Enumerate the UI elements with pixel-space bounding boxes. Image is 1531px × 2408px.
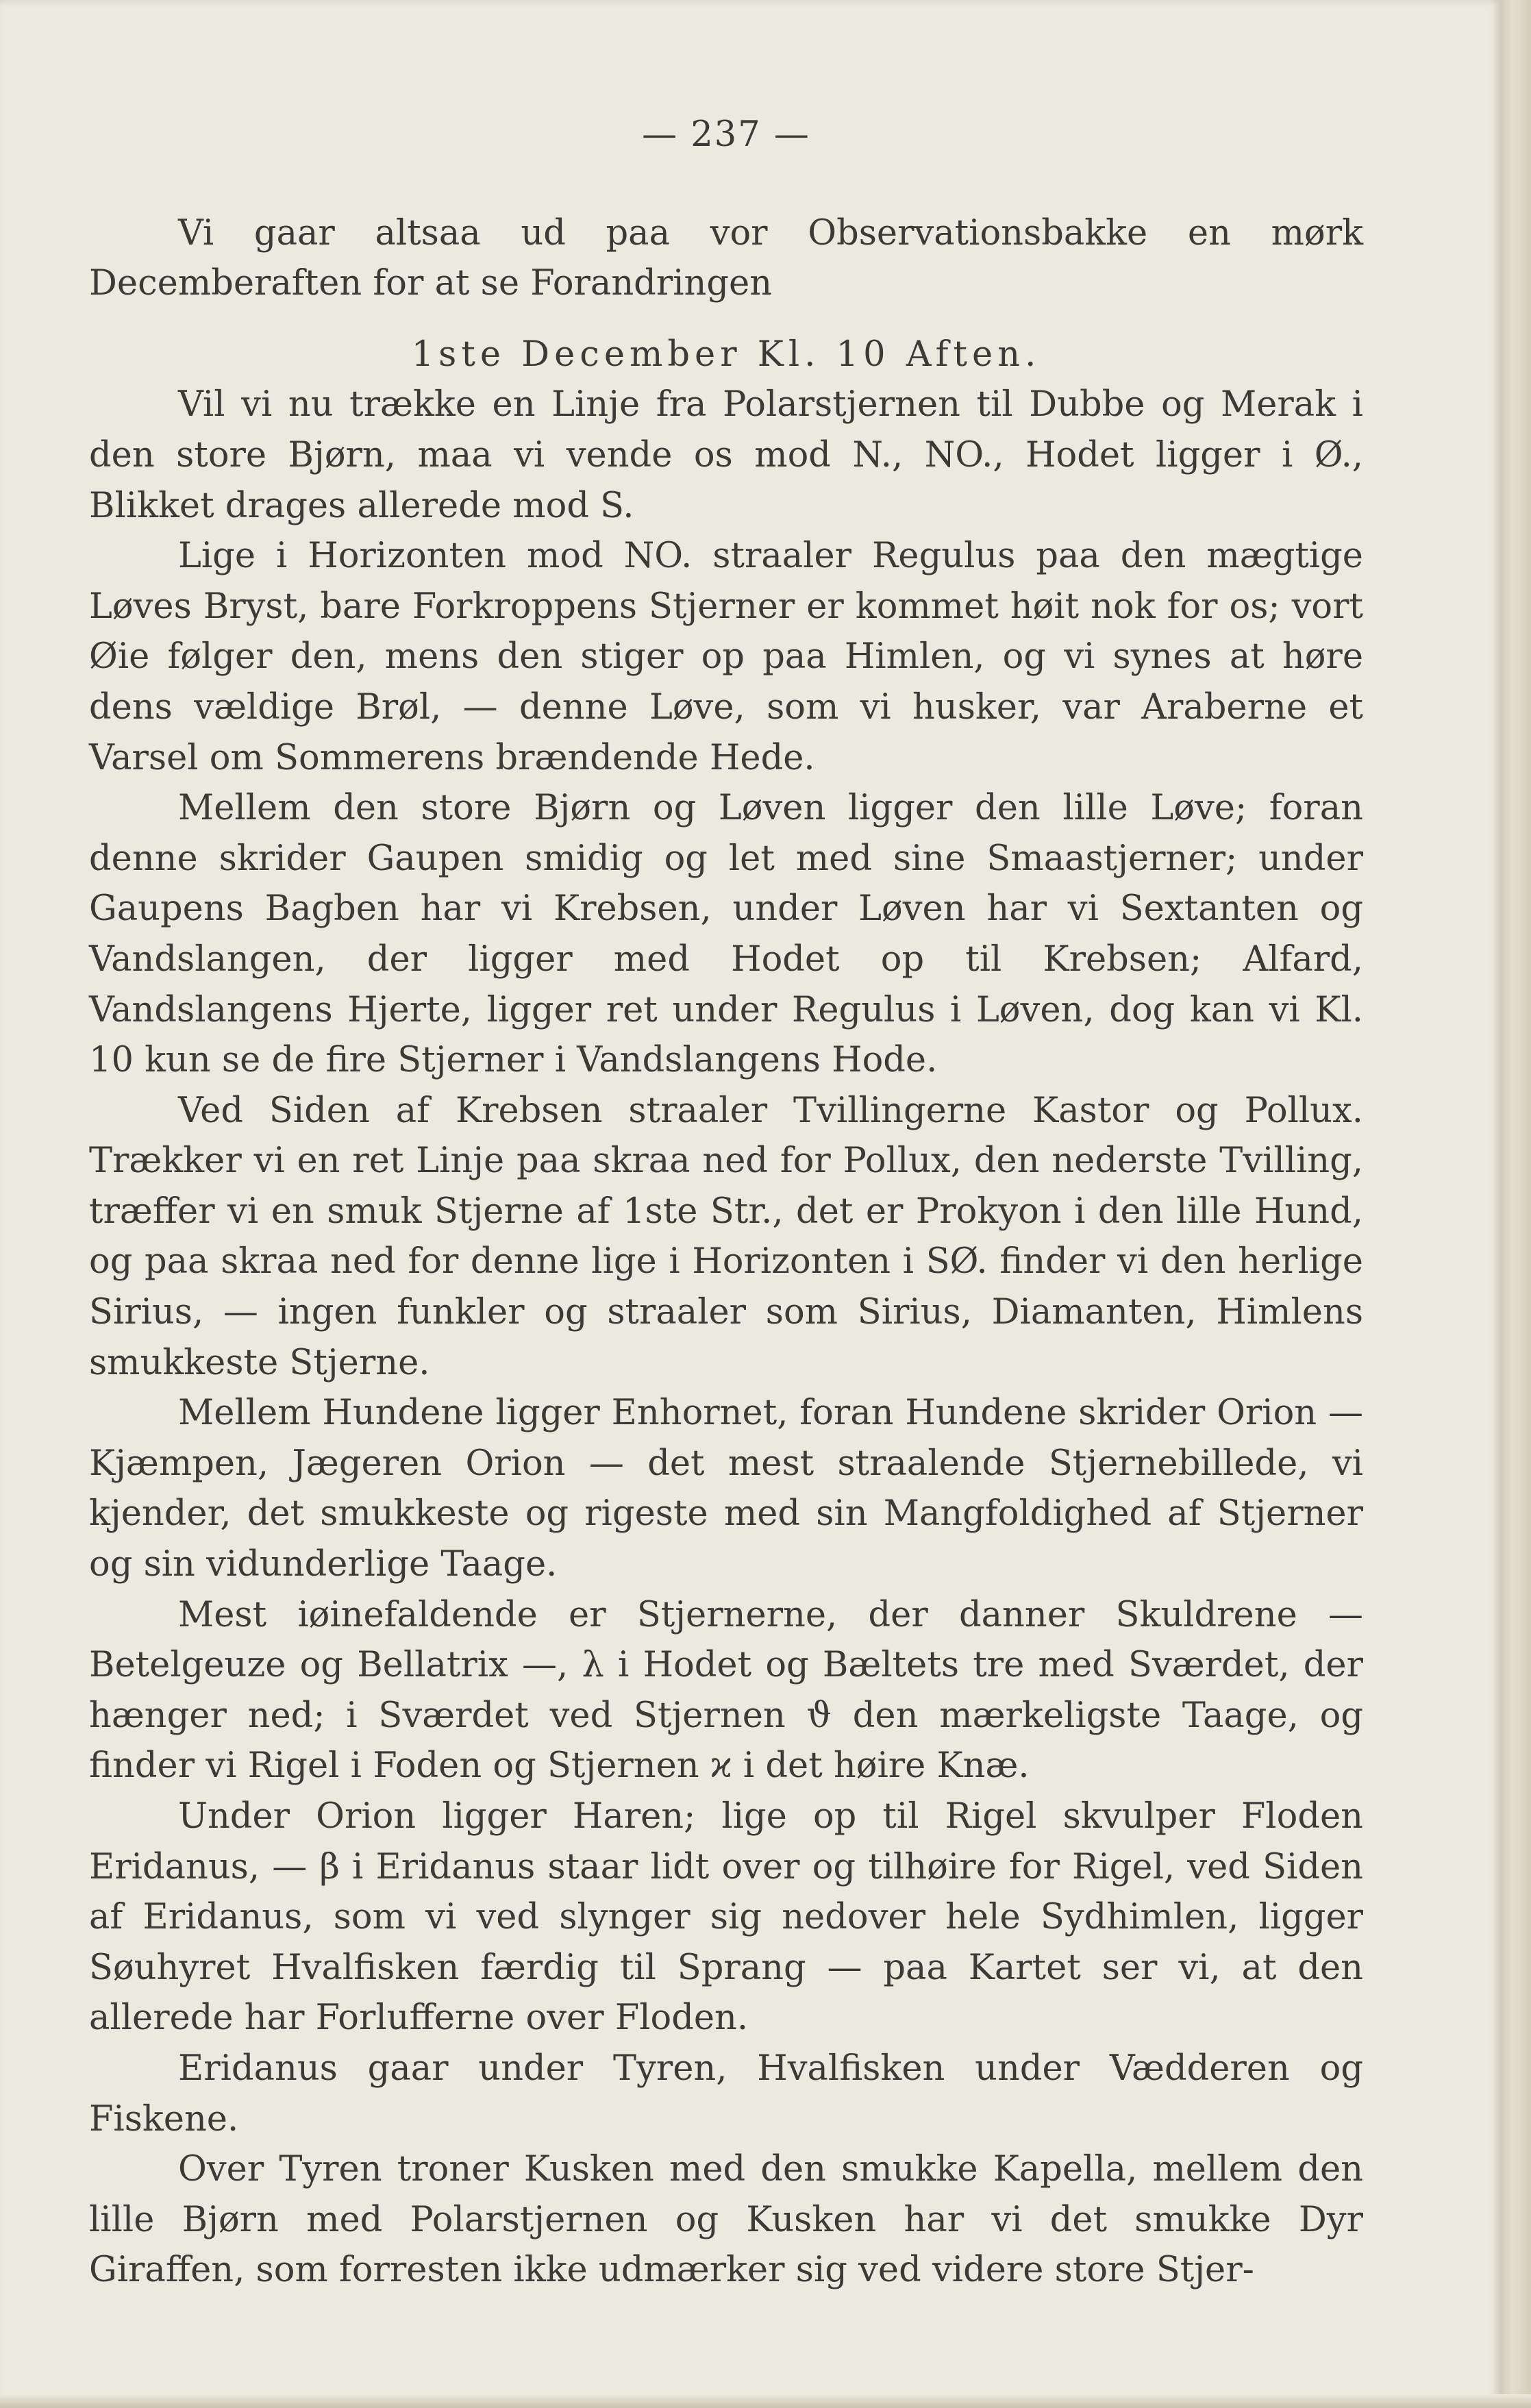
paragraph-8: Under Orion ligger Haren; lige op til Rigel skvulper Floden Eridanus, — β i Eridanus staar lidt over og tilhøire for Rigel, ved Siden af Eridanus, som vi ved slynger sig nedover hele Sydhimlen, ligger Søuhyret Hvalfisken færdig til Sprang — paa Kartet ser vi, at den allerede har Forlufferne over Floden. — [89, 1796, 1363, 2039]
paragraph-4: Mellem den store Bjørn og Løven ligger den lille Løve; foran denne skrider Gaupen smidig og let med sine Smaastjerner; under Gaupens Bagben har vi Krebsen, under Løven har vi Sextanten og Vandslangen, der ligger med Hodet op til Krebsen; Alfard, Vandslangens Hjerte, ligger ret under Regulus i Løven, dog kan vi Kl. 10 kun se de fire Stjerner i Vandslangens Hode. — [89, 788, 1363, 1081]
paragraph-10: Over Tyren troner Kusken med den smukke Kapella, mellem den lille Bjørn med Polarstjernen og Kusken har vi det smukke Dyr Giraffen, som forresten ikke udmærker sig ved videre store Stjer- — [89, 2149, 1363, 2291]
page-number: — 237 — — [642, 114, 810, 155]
paragraph-2: Vil vi nu trække en Linje fra Polarstjernen til Dubbe og Merak i den store Bjørn, maa vi vende os mod N., NO., Hodet ligger i Ø., Blikket drages allerede mod S. — [89, 384, 1363, 526]
paragraph-3: Lige i Horizonten mod NO. straaler Regulus paa den mægtige Løves Bryst, bare Forkroppens Stjerner er kommet høit nok for os; vort Øie følger den, mens den stiger op paa Himlen, og vi synes at høre dens vældige Brøl, — denne Løve, som vi husker, var Araberne et Varsel om Sommerens brændende Hede. — [89, 536, 1363, 778]
paragraph-1: Vi gaar altsaa ud paa vor Observationsbakke en mørk Decemberaften for at se Forandringen — [89, 212, 1363, 304]
paragraph-5: Ved Siden af Krebsen straaler Tvillingerne Kastor og Pollux. Trækker vi en ret Linje paa skraa ned for Pollux, den nederste Tvilling, træffer vi en smuk Stjerne af 1ste Str., det er Prokyon i den lille Hund, og paa skraa ned for denne lige i Horizonten i SØ. finder vi den herlige Sirius, — ingen funkler og straaler som Sirius, Diamanten, Himlens smukkeste Stjerne. — [89, 1090, 1363, 1383]
paragraph-6: Mellem Hundene ligger Enhornet, foran Hundene skrider Orion — Kjæmpen, Jægeren Orion — det mest straalende Stjernebillede, vi kjender, det smukkeste og rigeste med sin Mangfoldighed af Stjerner og sin vidunderlige Taage. — [89, 1393, 1363, 1585]
page-edge — [1500, 0, 1531, 2408]
page-content — [89, 110, 1363, 2296]
paragraph-9: Eridanus gaar under Tyren, Hvalfisken under Vædderen og Fiskene. — [89, 2048, 1363, 2139]
page-bottom-edge — [0, 2394, 1531, 2408]
section-heading: 1ste December Kl. 10 Aften. — [411, 334, 1041, 375]
paragraph-7: Mest iøinefaldende er Stjernerne, der danner Skuldrene — Betelgeuze og Bellatrix —, λ i Hodet og Bæltets tre med Sværdet, der hænger ned; i Sværdet ved Stjernen ϑ den mærkeligste Taage, og finder vi Rigel i Foden og Stjernen ϰ i det høire Knæ. — [89, 1594, 1363, 1787]
